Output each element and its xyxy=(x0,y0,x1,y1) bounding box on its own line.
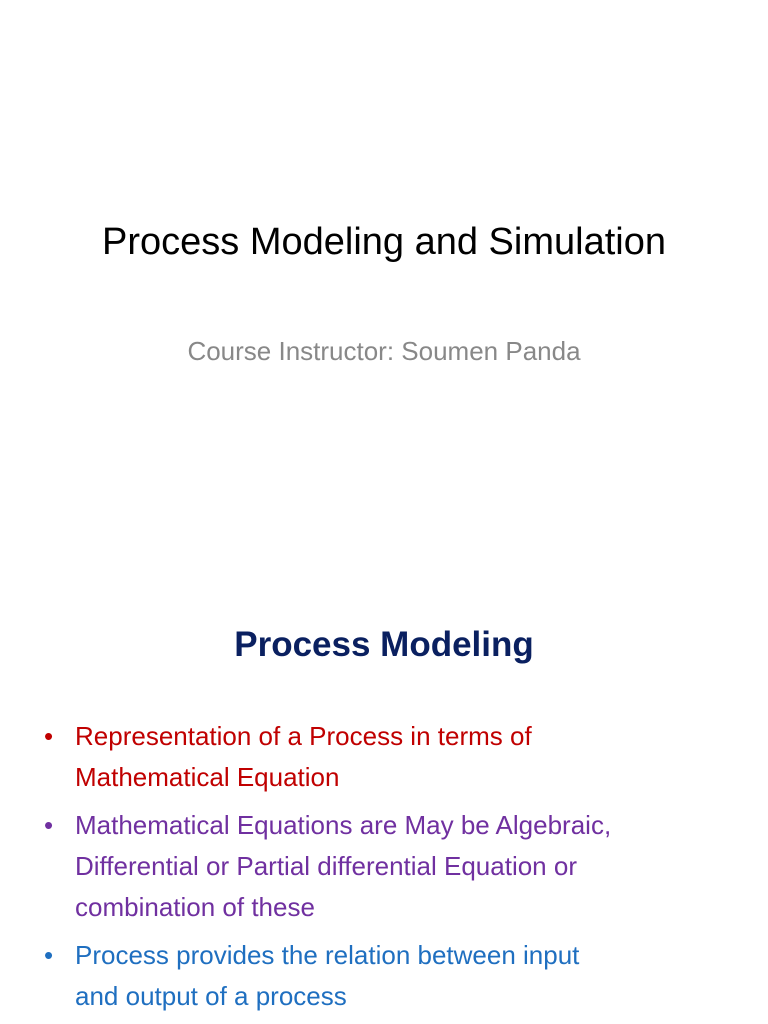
bullet-dot-icon: • xyxy=(44,721,54,751)
bullet-item-equations xyxy=(44,805,744,928)
bullet-item-representation xyxy=(44,716,744,798)
bullet-line: Mathematical Equation xyxy=(75,762,340,792)
bullet-line: Mathematical Equations are May be Algebraic, xyxy=(75,810,612,840)
bullet-line: and output of a process xyxy=(75,981,347,1011)
bullet-line: combination of these xyxy=(75,892,315,922)
bullet-dot-icon: • xyxy=(44,810,54,840)
bullet-dot-icon: • xyxy=(44,940,54,970)
bullet-line: Representation of a Process in terms of xyxy=(75,721,532,751)
slide-title: Process Modeling and Simulation xyxy=(102,221,666,263)
slide-subtitle: Course Instructor: Soumen Panda xyxy=(187,336,581,366)
bullet-item-relation xyxy=(44,935,744,1017)
bullet-line: Process provides the relation between input xyxy=(75,940,580,970)
content-slide xyxy=(0,576,768,1024)
bullet-list xyxy=(44,716,744,1024)
section-title: Process Modeling xyxy=(234,625,534,664)
bullet-line: Differential or Partial differential Equation or xyxy=(75,851,577,881)
